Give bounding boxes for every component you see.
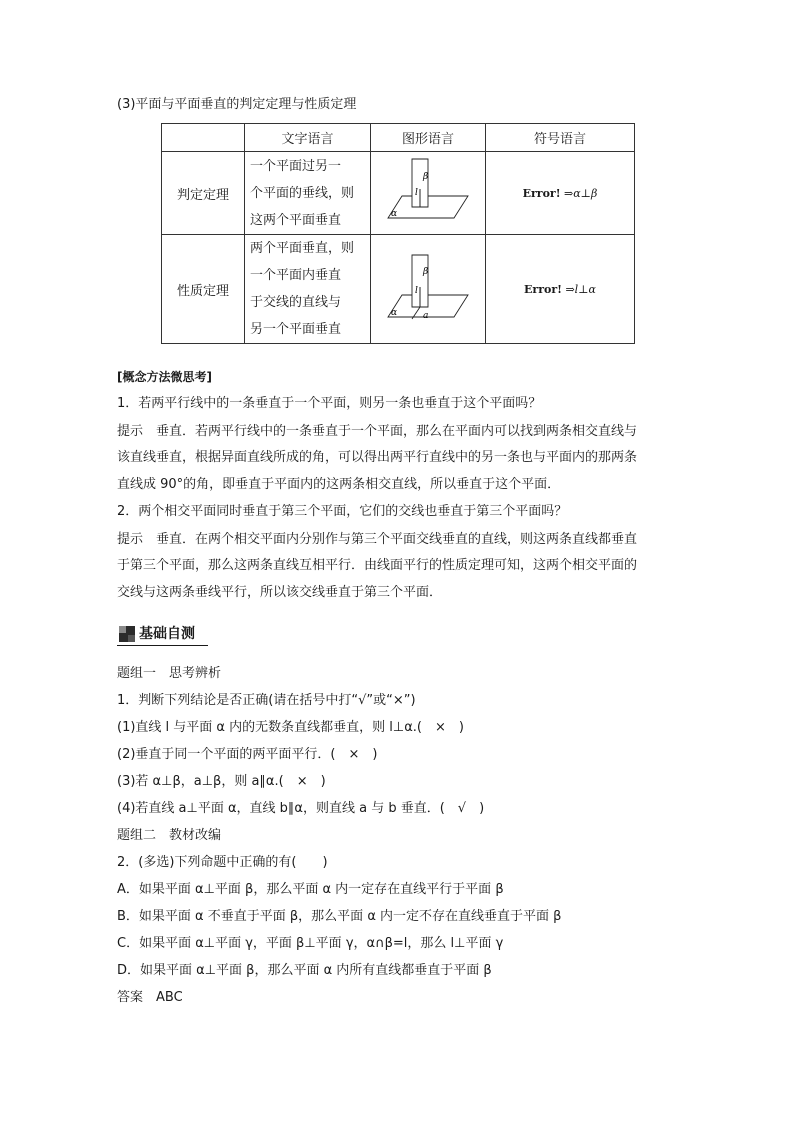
text-line: 个平面的垂线，则: [250, 185, 355, 201]
text-line: 这两个平面垂直: [250, 212, 342, 228]
a-label: a: [423, 311, 429, 321]
table-row: [162, 152, 635, 235]
judgment-item: (2)垂直于同一个平面的两平面平行．( × ): [117, 747, 378, 762]
row-text-cell: [245, 235, 371, 344]
answer-1-line: 该直线垂直，根据异面直线所成的角，可以得出两平行直线中的另一条也与平面内的那两条: [117, 450, 638, 465]
option-c: C．如果平面 α⊥平面 γ，平面 β⊥平面 γ，α∩β=l，那么 l⊥平面 γ: [117, 936, 504, 951]
option-d: D．如果平面 α⊥平面 β，那么平面 α 内所有直线都垂直于平面 β: [117, 963, 492, 978]
section-title: 基础自测: [139, 626, 195, 642]
answer-2-line: 于第三个平面，那么这两条直线互相平行．由线面平行的性质定理可知，这两个相交平面的: [117, 558, 638, 573]
answer-1-line: 提示 垂直．若两平行线中的一条垂直于一个平面，那么在平面内可以找到两条相交直线与: [117, 424, 638, 439]
text-line: 另一个平面垂直: [250, 322, 342, 337]
section-square-icon: [119, 626, 135, 642]
error-text: Error!: [524, 282, 562, 296]
table-header-row: [162, 124, 635, 152]
alpha-label: α: [391, 308, 398, 318]
text-line: 于交线的直线与: [250, 295, 342, 310]
option-a: A．如果平面 α⊥平面 β，那么平面 α 内一定存在直线平行于平面 β: [117, 882, 504, 897]
group-1-question: 1．判断下列结论是否正确(请在括号中打“√”或“×”): [117, 693, 416, 708]
error-text: Error!: [522, 186, 561, 200]
judgment-item: (4)若直线 a⊥平面 α，直线 b∥α，则直线 a 与 b 垂直．( √ ): [117, 801, 485, 816]
group-2-title: 题组二 教材改编: [117, 828, 222, 843]
answer-1-line: 直线成 90°的角，即垂直于平面内的这两条相交直线，所以垂直于这个平面．: [117, 477, 561, 492]
alpha-label: α: [391, 209, 398, 219]
table-row: [162, 235, 635, 344]
symbol-cell: [486, 152, 635, 235]
answer-line: 答案 ABC: [117, 990, 183, 1005]
figure-cell: [371, 152, 486, 235]
group-2-question: 2．(多选)下列命题中正确的有( ): [117, 855, 328, 870]
answer-2-line: 交线与这两条垂线平行，所以该交线垂直于第三个平面．: [117, 585, 443, 600]
concept-title: [概念方法微思考]: [117, 370, 212, 384]
perpendicular-planes-figure: [382, 155, 474, 227]
beta-label: β: [423, 172, 429, 182]
option-b: B．如果平面 α 不垂直于平面 β，那么平面 α 内一定不存在直线垂直于平面 β: [117, 909, 562, 924]
row-name-judgment: 判定定理: [162, 152, 245, 235]
section-divider: [117, 645, 208, 646]
symbol-cell: [486, 235, 635, 344]
header-cell-text-language: 文字语言: [245, 124, 371, 152]
perpendicular-planes-property-figure: [382, 247, 474, 327]
symbol-result: ⇒α⊥β: [564, 186, 598, 200]
text-line: 两个平面垂直，则: [250, 241, 355, 256]
text-line: 一个平面过另一: [250, 158, 342, 174]
heading-3: (3)平面与平面垂直的判定定理与性质定理: [117, 97, 357, 112]
row-text-cell: [245, 152, 371, 235]
row-name-property: 性质定理: [162, 235, 245, 344]
theorem-table: [161, 123, 635, 344]
figure-cell: [371, 235, 486, 344]
judgment-item: (1)直线 l 与平面 α 内的无数条直线都垂直，则 l⊥α.( × ): [117, 720, 464, 735]
text-line: 一个平面内垂直: [250, 268, 342, 283]
group-1-title: 题组一 思考辨析: [117, 666, 222, 681]
beta-label: β: [423, 267, 429, 277]
concept-question-2: 2．两个相交平面同时垂直于第三个平面，它们的交线也垂直于第三个平面吗？: [117, 504, 568, 519]
header-cell-empty: [162, 124, 245, 152]
answer-2-line: 提示 垂直．在两个相交平面内分别作与第三个平面交线垂直的直线，则这两条直线都垂直: [117, 532, 638, 547]
header-cell-figure-language: 图形语言: [371, 124, 486, 152]
l-label: l: [415, 188, 418, 198]
judgment-item: (3)若 α⊥β，a⊥β，则 a∥α.( × ): [117, 774, 326, 789]
symbol-result: ⇒l⊥α: [565, 282, 596, 296]
l-label: l: [415, 286, 418, 296]
header-cell-symbol-language: 符号语言: [486, 124, 635, 152]
concept-question-1: 1．若两平行线中的一条垂直于一个平面，则另一条也垂直于这个平面吗？: [117, 396, 542, 411]
